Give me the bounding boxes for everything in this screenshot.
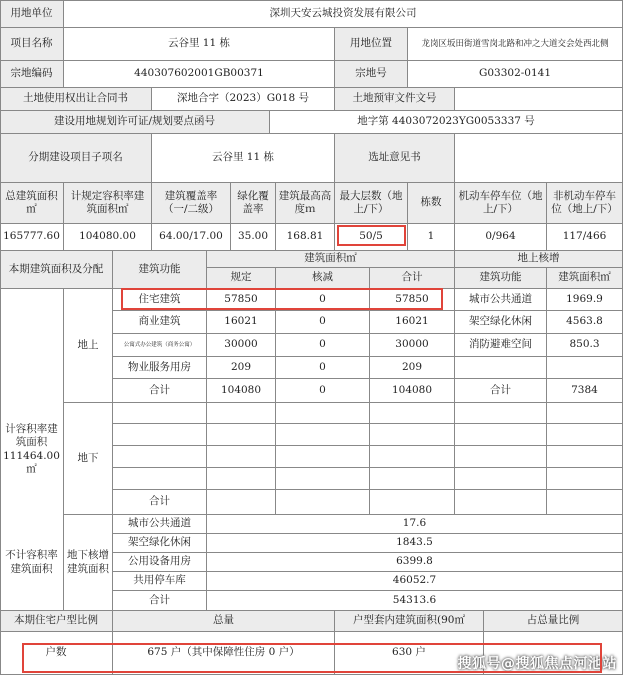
- label-below-ground: 地下: [64, 403, 113, 515]
- header-deduct: 核减: [276, 268, 370, 289]
- label-coverage: 建筑覆盖率（一/二级）: [152, 183, 231, 224]
- above-row-deduct: 0: [276, 379, 370, 403]
- below-row-function: [113, 446, 207, 468]
- above-row-add-area: 7384: [547, 379, 623, 403]
- label-far-total: 计容积率建筑面积 111464.00㎡: [0, 289, 64, 611]
- below-row-add-function: [455, 424, 547, 446]
- value-land-precheck: [455, 88, 623, 111]
- above-row-subtotal: 16021: [370, 311, 455, 334]
- value-nonmotor-parking: 117/466: [547, 224, 623, 251]
- above-row-standard: 57850: [207, 289, 276, 311]
- header-above-add: 地上核增: [455, 251, 623, 268]
- underground-row-value: 6399.8: [207, 553, 623, 572]
- label-max-floors: 最大层数（地上/下）: [335, 183, 408, 224]
- label-non-far: 不计容积率建筑面积: [0, 515, 64, 611]
- above-row-standard: 16021: [207, 311, 276, 334]
- label-planning-permit: 建设用地规划许可证/规划要点函号: [0, 111, 270, 134]
- below-row-subtotal: [370, 424, 455, 446]
- above-row-standard: 209: [207, 357, 276, 379]
- above-row-add-area: 850.3: [547, 334, 623, 357]
- underground-row-function: 架空绿化休闲: [113, 534, 207, 553]
- above-row-function: 合计: [113, 379, 207, 403]
- value-motor-parking: 0/964: [455, 224, 547, 251]
- underground-row-function: 城市公共通道: [113, 515, 207, 534]
- above-row-function: 商业建筑: [113, 311, 207, 334]
- header-total-qty: 总量: [113, 611, 335, 632]
- watermark: 搜狐号@搜狐焦点河池站: [457, 656, 617, 672]
- value-far-area: 104080.00: [64, 224, 152, 251]
- below-row-deduct: [276, 424, 370, 446]
- label-project-name: 项目名称: [0, 28, 64, 61]
- below-row-deduct: [276, 490, 370, 515]
- above-row-standard: 30000: [207, 334, 276, 357]
- underground-row-value: 1843.5: [207, 534, 623, 553]
- above-row-add-function: 架空绿化休闲: [455, 311, 547, 334]
- label-parcel-no: 宗地号: [335, 61, 408, 88]
- below-row-function: [113, 403, 207, 424]
- value-green-rate: 35.00: [231, 224, 276, 251]
- below-row-standard: [207, 446, 276, 468]
- label-location: 用地位置: [335, 28, 408, 61]
- value-max-height: 168.81: [276, 224, 335, 251]
- below-row-deduct: [276, 446, 370, 468]
- value-phase-item: 云谷里 11 栋: [152, 134, 335, 183]
- label-parcel-code: 宗地编码: [0, 61, 64, 88]
- underground-row-value: 54313.6: [207, 591, 623, 611]
- label-above-ground: 地上: [64, 289, 113, 403]
- above-row-add-area: 4563.8: [547, 311, 623, 334]
- label-max-height: 建筑最高高度ｍ: [276, 183, 335, 224]
- label-underground-add: 地下核增建筑面积: [64, 515, 113, 611]
- above-row-subtotal: 104080: [370, 379, 455, 403]
- value-household-90: 630 户: [335, 632, 484, 675]
- label-nonmotor-parking: 非机动车停车位（地上/下）: [547, 183, 623, 224]
- value-location: 龙岗区坂田街道雪岗北路和冲之大道交会处西北侧: [408, 28, 623, 61]
- above-row-function: 物业服务用房: [113, 357, 207, 379]
- above-row-add-area: 1969.9: [547, 289, 623, 311]
- header-unit-area-90: 户型套内建筑面积(90㎡: [335, 611, 484, 632]
- value-total-area: 165777.60: [0, 224, 64, 251]
- below-row-add-area: [547, 468, 623, 490]
- value-parcel-code: 440307602001GB00371: [64, 61, 335, 88]
- value-max-floors: 50/5: [335, 224, 408, 251]
- header-area-group: 建筑面积㎡: [207, 251, 455, 268]
- label-land-contract: 土地使用权出让合同书: [0, 88, 152, 111]
- below-row-deduct: [276, 403, 370, 424]
- header-ratio-pct: 占总量比例: [484, 611, 623, 632]
- label-land-precheck: 土地预审文件文号: [335, 88, 455, 111]
- header-standard: 规定: [207, 268, 276, 289]
- value-parcel-no: G03302-0141: [408, 61, 623, 88]
- below-row-subtotal: [370, 403, 455, 424]
- value-household-total: 675 户（其中保障性住房 0 户）: [113, 632, 335, 675]
- label-motor-parking: 机动车停车位（地上/下）: [455, 183, 547, 224]
- underground-row-function: 公用设备用房: [113, 553, 207, 572]
- above-row-function: 住宅建筑: [113, 289, 207, 311]
- below-row-subtotal: [370, 490, 455, 515]
- value-planning-permit: 地字第 4403072023YG0053337 号: [270, 111, 623, 134]
- above-row-add-area: [547, 357, 623, 379]
- above-row-standard: 104080: [207, 379, 276, 403]
- label-area-distribution: 本期建筑面积及分配: [0, 251, 113, 289]
- above-row-add-function: 合计: [455, 379, 547, 403]
- value-site-opinion: [455, 134, 623, 183]
- above-row-deduct: 0: [276, 311, 370, 334]
- label-phase-item: 分期建设项目子项名: [0, 134, 152, 183]
- below-row-add-function: [455, 468, 547, 490]
- label-blocks: 栋数: [408, 183, 455, 224]
- below-row-add-function: [455, 490, 547, 515]
- label-households: 户数: [0, 632, 113, 675]
- value-blocks: 1: [408, 224, 455, 251]
- above-row-deduct: 0: [276, 357, 370, 379]
- label-green-rate: 绿化覆盖率: [231, 183, 276, 224]
- label-far-area: 计规定容积率建筑面积㎡: [64, 183, 152, 224]
- above-row-add-function: 城市公共通道: [455, 289, 547, 311]
- underground-row-value: 17.6: [207, 515, 623, 534]
- above-row-deduct: 0: [276, 289, 370, 311]
- label-ratio-title: 本期住宅户型比例: [0, 611, 113, 632]
- below-row-standard: [207, 424, 276, 446]
- value-land-user: 深圳天安云城投资发展有限公司: [64, 0, 623, 28]
- below-row-add-area: [547, 424, 623, 446]
- label-site-opinion: 选址意见书: [335, 134, 455, 183]
- above-row-add-function: [455, 357, 547, 379]
- header-subtotal: 合计: [370, 268, 455, 289]
- above-row-subtotal: 30000: [370, 334, 455, 357]
- below-row-add-function: [455, 403, 547, 424]
- below-row-add-function: [455, 446, 547, 468]
- above-row-subtotal: 209: [370, 357, 455, 379]
- value-land-contract: 深地合字（2023）G018 号: [152, 88, 335, 111]
- label-land-user: 用地单位: [0, 0, 64, 28]
- below-row-add-area: [547, 446, 623, 468]
- header-building-function: 建筑功能: [113, 251, 207, 289]
- header-add-function: 建筑功能: [455, 268, 547, 289]
- header-add-area: 建筑面积㎡: [547, 268, 623, 289]
- value-coverage: 64.00/17.00: [152, 224, 231, 251]
- below-row-add-area: [547, 403, 623, 424]
- below-row-function: [113, 424, 207, 446]
- above-row-deduct: 0: [276, 334, 370, 357]
- below-row-subtotal: [370, 468, 455, 490]
- below-row-subtotal: [370, 446, 455, 468]
- above-row-function: 公寓式办公建筑（商务公寓）: [113, 334, 207, 357]
- below-row-deduct: [276, 468, 370, 490]
- label-total-area: 总建筑面积㎡: [0, 183, 64, 224]
- value-project-name: 云谷里 11 栋: [64, 28, 335, 61]
- underground-row-function: 共用停车库: [113, 572, 207, 591]
- below-row-standard: [207, 468, 276, 490]
- above-row-add-function: 消防避难空间: [455, 334, 547, 357]
- below-row-standard: [207, 403, 276, 424]
- underground-row-function: 合计: [113, 591, 207, 611]
- above-row-subtotal: 57850: [370, 289, 455, 311]
- below-row-add-area: [547, 490, 623, 515]
- below-row-function: [113, 468, 207, 490]
- below-subtotal-label: 合计: [113, 490, 207, 515]
- underground-row-value: 46052.7: [207, 572, 623, 591]
- below-row-standard: [207, 490, 276, 515]
